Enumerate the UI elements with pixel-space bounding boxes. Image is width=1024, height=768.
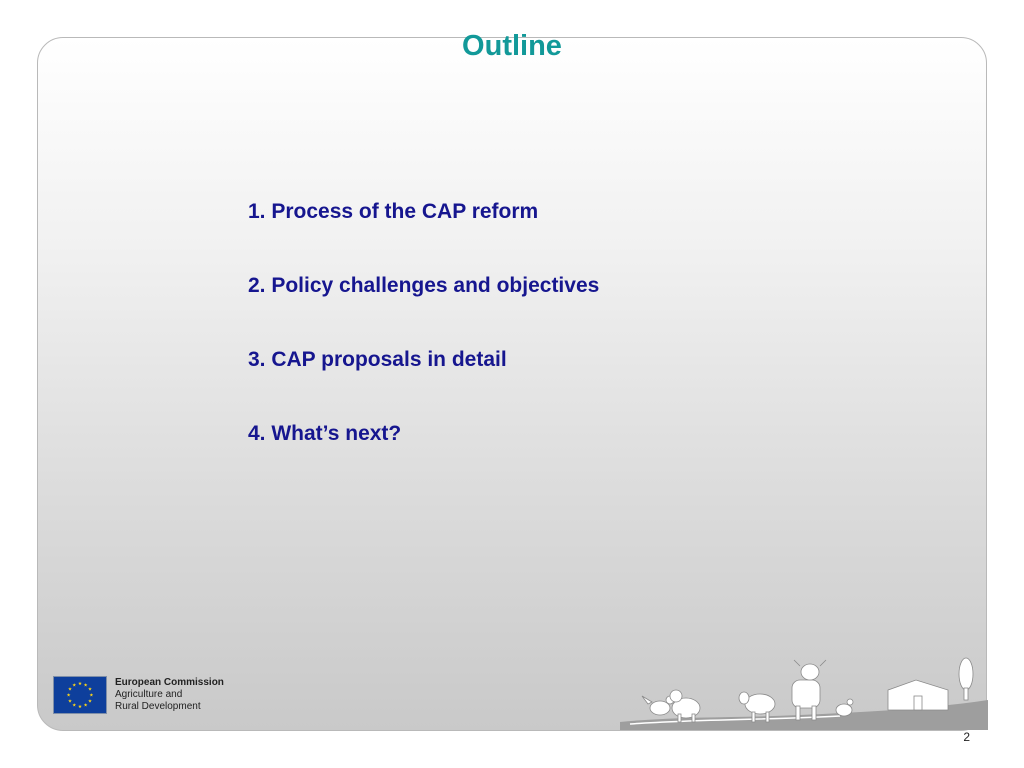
outline-item-process: 1. Process of the CAP reform <box>248 200 539 223</box>
cow-icon <box>792 660 826 720</box>
farm-animals-illustration <box>620 652 988 730</box>
page-number: 2 <box>963 730 970 744</box>
rooster-icon <box>836 699 853 716</box>
svg-text:★: ★ <box>83 683 88 689</box>
chicken-icon <box>642 696 674 715</box>
outline-item-next: 4. What’s next? <box>248 422 402 445</box>
svg-text:★: ★ <box>77 682 83 688</box>
dept-line-2: Rural Development <box>115 701 201 712</box>
outline-item-challenges: 2. Policy challenges and objectives <box>248 274 600 297</box>
outline-item-proposals: 3. CAP proposals in detail <box>248 348 507 371</box>
svg-text:★: ★ <box>87 699 93 705</box>
ec-logo <box>53 676 224 714</box>
tree-icon <box>959 658 973 700</box>
outline-list <box>248 197 599 493</box>
svg-text:★: ★ <box>72 683 77 689</box>
svg-text:★: ★ <box>83 703 88 709</box>
dept-line-1: Agriculture and <box>115 689 183 700</box>
eu-flag-icon <box>53 676 107 714</box>
ec-logo-text <box>115 677 224 713</box>
org-name: European Commission <box>115 677 224 688</box>
pig-icon <box>670 690 700 722</box>
svg-text:★: ★ <box>67 699 73 705</box>
slide-title: Outline <box>462 30 562 62</box>
svg-text:★: ★ <box>89 693 94 699</box>
svg-text:★: ★ <box>87 687 93 693</box>
svg-text:★: ★ <box>67 687 73 693</box>
svg-text:★: ★ <box>77 704 83 710</box>
svg-text:★: ★ <box>66 693 71 699</box>
farmhouse-icon <box>888 680 948 710</box>
svg-text:★: ★ <box>72 703 77 709</box>
